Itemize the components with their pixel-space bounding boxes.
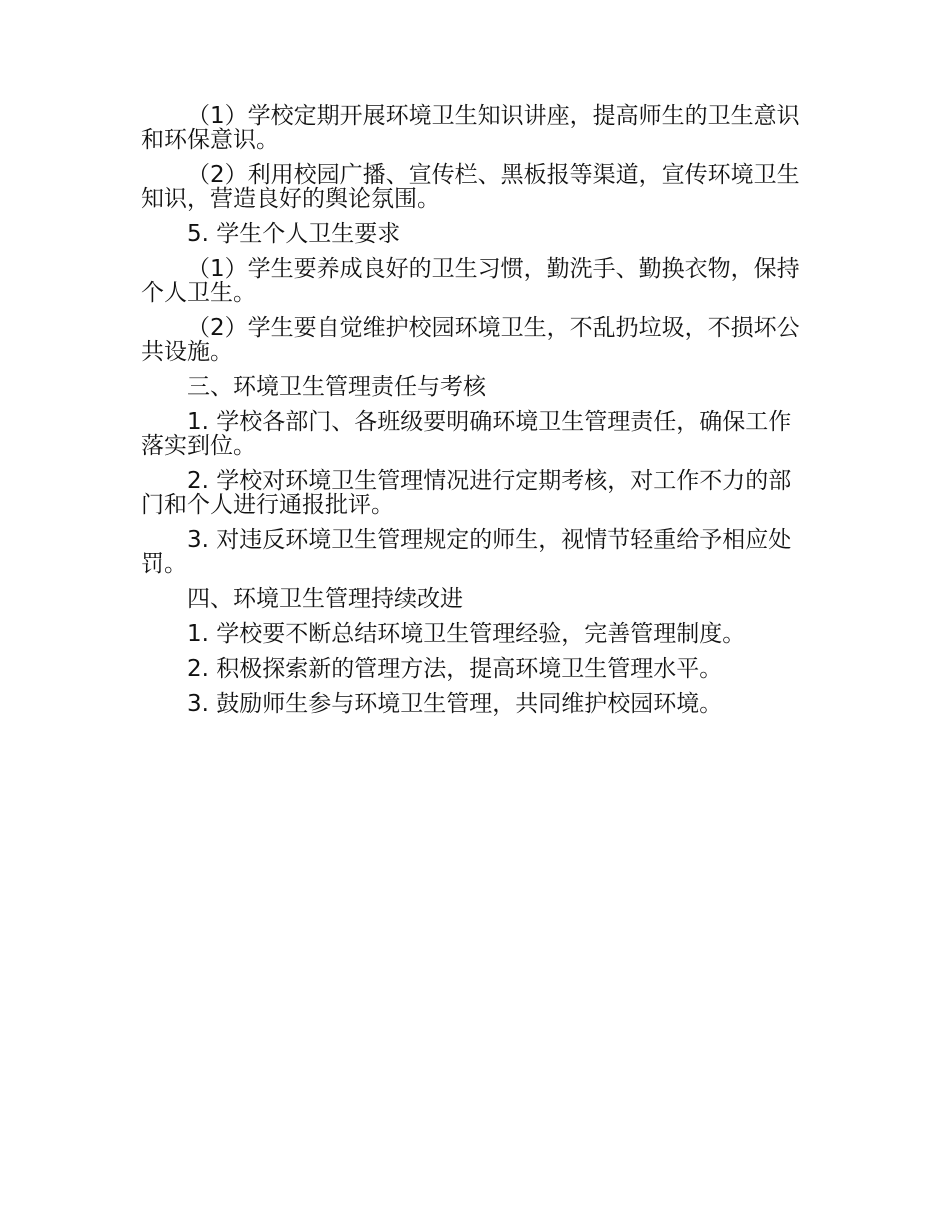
paragraph-publicity-channels: （2）利用校园广播、宣传栏、黑板报等渠道，宣传环境卫生知识，营造良好的舆论氛围。 xyxy=(141,162,800,212)
paragraph-hygiene-habits: （1）学生要养成良好的卫生习惯，勤洗手、勤换衣物，保持个人卫生。 xyxy=(141,256,800,306)
paragraph-maintain-environment: （2）学生要自觉维护校园环境卫生，不乱扔垃圾，不损坏公共设施。 xyxy=(141,315,800,365)
paragraph-regular-assessment: 2. 学校对环境卫生管理情况进行定期考核，对工作不力的部门和个人进行通报批评。 xyxy=(141,468,792,518)
paragraph-awareness-lecture: （1）学校定期开展环境卫生知识讲座，提高师生的卫生意识和环保意识。 xyxy=(141,103,800,153)
paragraph-explore-methods: 2. 积极探索新的管理方法，提高环境卫生管理水平。 xyxy=(187,656,723,682)
section-heading-responsibility: 三、环境卫生管理责任与考核 xyxy=(187,374,486,400)
section-heading-improvement: 四、环境卫生管理持续改进 xyxy=(187,586,463,612)
paragraph-encourage-participation: 3. 鼓励师生参与环境卫生管理，共同维护校园环境。 xyxy=(187,691,723,717)
section-heading-personal-hygiene: 5. 学生个人卫生要求 xyxy=(187,221,401,247)
paragraph-department-responsibility: 1. 学校各部门、各班级要明确环境卫生管理责任，确保工作落实到位。 xyxy=(141,409,792,459)
document-body xyxy=(141,104,813,727)
paragraph-penalty: 3. 对违反环境卫生管理规定的师生，视情节轻重给予相应处罚。 xyxy=(141,527,792,577)
paragraph-summarize-experience: 1. 学校要不断总结环境卫生管理经验，完善管理制度。 xyxy=(187,621,746,647)
